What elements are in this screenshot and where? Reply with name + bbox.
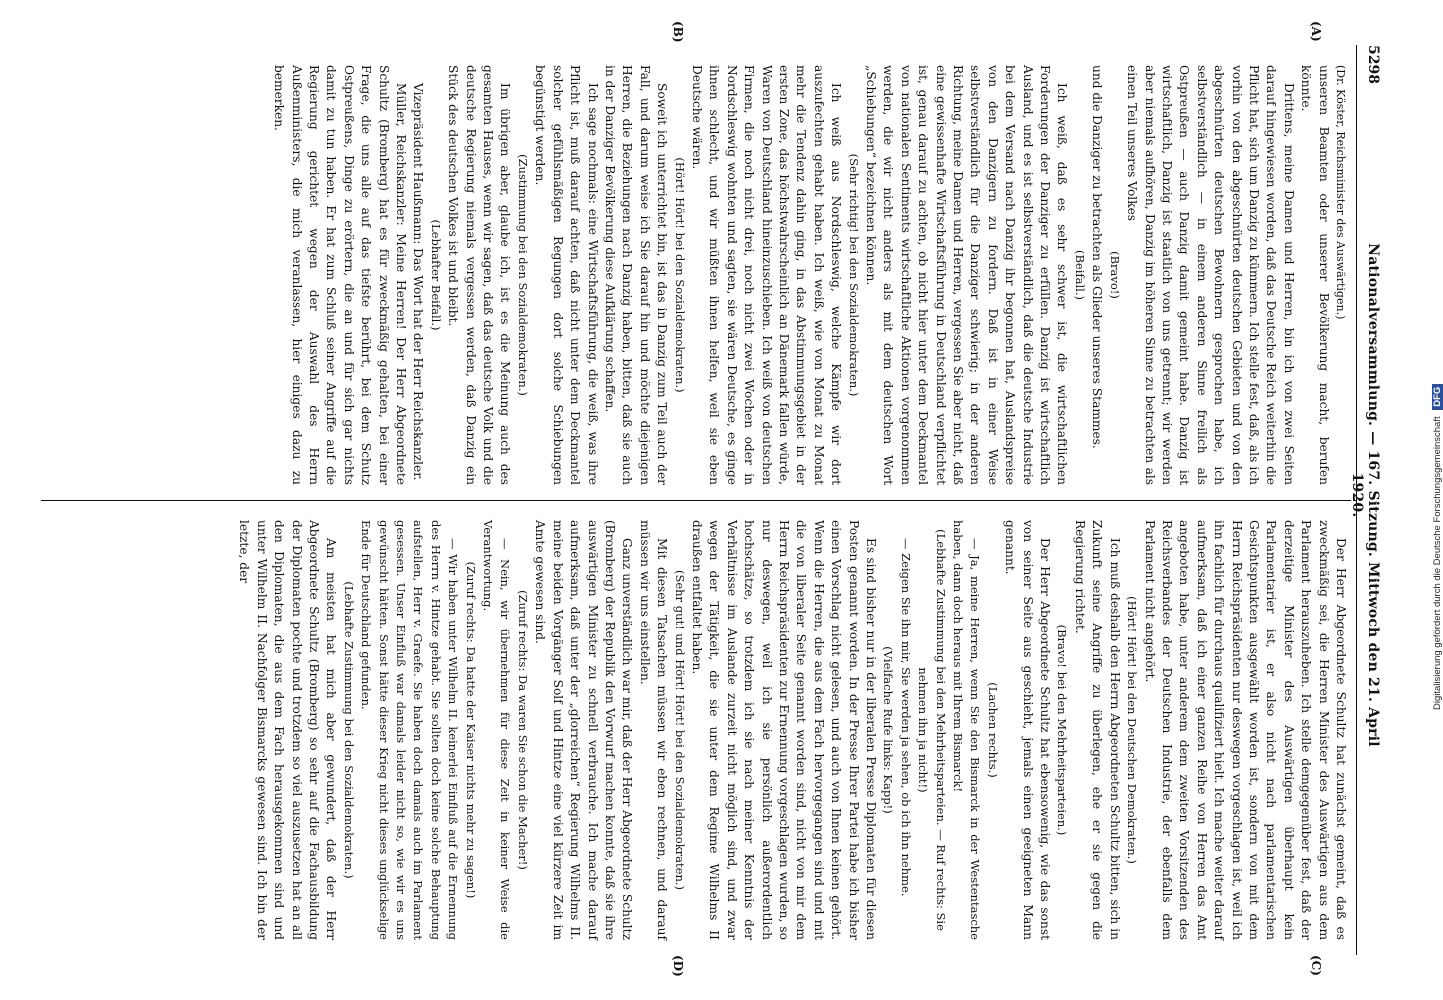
speech-paragraph: — Nein, wir übernehmen für diese Zeit in keiner Weise die Verantwortung. — [481, 520, 513, 940]
digitization-note-text: Digitalisierung gefördert durch die Deutsche Forschungsgemeinschaft — [1432, 416, 1443, 710]
interjection: (Lebhafter Beifall.) — [428, 219, 443, 331]
speech-paragraph: Soweit ich unterrichtet bin, ist das in Danzig zum Teil auch der Fall, und darum weise ich Sie darauf hin und möchte diejenigen Herren, die Beziehungen nach Danzig haben, bitten, daß sie auch in der Danziger Bevölkerung diese Aufklärung schaffen. — [602, 65, 670, 485]
interjection: (Vielfache Rufe links: Kapp!) — [881, 646, 896, 814]
speech-paragraph: Der Herr Abgeordnete Schultz hat ebensowenig, wie das sonst von seiner Seite aus geschieht, jemals einen geeigneten Mann genannt. — [1003, 520, 1053, 940]
right-column — [235, 520, 1349, 940]
speech-paragraph: Der Herr Abgeordnete Schultz hat zunächst gemeint, daß es zweckmäßig sei, die Herren Minister des Auswärtigen aus dem Parlament herauszuheben. Ich stelle demgegenüber fest, daß der derzeitige Minister des Auswärtigen überhaupt kein Parlamentarier ist, er also nicht nach parlamentarischen Gesichtspunkten ausgewählt worden ist, sondern von mit dem Herrn Reichspräsidenten nur deswegen vorgeschlagen ist, weil ich ihn fachlich für durchaus qualifiziert hielt. Ich mache weiter darauf aufmerksam, daß ich einer ganzen Reihe von Herren das Amt angeboten habe, unter anderem dem zweiten Vorsitzenden des Reichsverbandes der Deutschen Industrie, der ebenfalls dem Parlament nicht angehört. — [1142, 520, 1348, 940]
interjection: (Lebhafte Zustimmung bei den Sozialdemokraten.) — [341, 581, 356, 879]
speech-paragraph: — Ja, meine Herren, wenn Sie den Bismarck in der Westentasche haben, dann doch heraus mit Ihrem Bismarck! — [951, 520, 983, 940]
document-page — [25, 15, 1385, 985]
speech-paragraph: Ich sage nochmals: eine Wirtschaftsführung, die weiß, was ihre Pflicht ist, muß darauf achten, daß nicht unter dem Deckmantel solcher gefühlsmäßigen Regungen dort solche Schiebungen begünstigt werden. — [533, 65, 600, 485]
column-divider — [41, 500, 1351, 501]
running-title: Nationalversammlung. — 167. Sitzung. Mittwoch den 21. April 1920. — [1349, 243, 1381, 747]
interjection: (Lachen rechts.) — [985, 682, 1000, 778]
speech-paragraph: Mit diesen Tatsachen müssen wir eben rechnen, und darauf müssen wir uns einstellen. — [637, 520, 670, 940]
speech-paragraph: — Zeigen Sie ihn mir, Sie werden ja sehen, ob ich ihn nehme. — [898, 538, 913, 897]
margin-letter-b: (B) — [671, 21, 685, 43]
speech-paragraph: Es sind bisher nur in der liberalen Presse Diplomaten für diesen Posten genannt worden. In der Presse Ihrer Partei habe ich bisher einen Vorschlag nicht gelesen, und auch von Ihnen keinen gehört. Wenn die Herren, die aus dem Fach hervorgegangen sind und mit die von liberaler Seite genannt worden sind, nicht von mir dem Herrn Reichspräsidenten zur Ernennung vorgeschlagen wurden, so nur deswegen, weil ich sie persönlich außerordentlich hochschätze, so trotzdem ich sie nach meiner Kenntnis der Verhältnisse im Auslande zurzeit nicht möglich sind, und zwar wegen der Tätigkeit, die sie unter dem Regime Wilhelms II draußen entfaltet haben. — [689, 520, 879, 940]
header-rule — [1356, 45, 1357, 955]
margin-letter-c: (C) — [1309, 955, 1323, 976]
interjection: (Bravo! bei den Mehrheitsparteien.) — [1055, 624, 1070, 836]
speech-paragraph: Im übrigen aber, glaube ich, ist es die Meinung auch des gesamten Hauses, wenn wir sagen, daß das deutsche Volk und die deutsche Regierung niemals vergessen werden, daß Danzig ein Stück des deutschen Volkes ist und bleibt. — [446, 65, 513, 485]
interjection: (Beifall.) — [1072, 249, 1087, 301]
left-column — [270, 65, 1349, 485]
interjection: (Zustimmung bei den Sozialdemokraten.) — [515, 154, 530, 396]
speech-paragraph: Am meisten hat mich aber gewundert, daß der Herr Abgeordnete Schultz (Bromberg) so sehr auf die Fachausbildung der Diplomaten pochte und trotzdem so viel auszusetzen hat an all den Diplomaten, die aus dem Fach herausgekommen sind und unter Wilhelm II. Nachfolger Bismarcks gewesen sind. Ich bin der letzte, der — [237, 520, 339, 940]
margin-letter-d: (D) — [671, 955, 685, 977]
interjection: (Hört! Hört! bei den Deutschen Demokraten.) — [1125, 596, 1140, 864]
speech-paragraph: — Wir haben unter Wilhelm II. keinerlei Einfluß auf die Ernennung des Herrn v. Hintze gehabt. Sie sollten doch keine solche Behauptung aufstellen, Herr v. Graefe. Sie haben doch damals auch im Parlament gesessen. Unser Einfluß war damals leider nicht so, wie wir es uns gewünscht hätten. Sonst hätte dieser Krieg nicht dieses unglückselige Ende für Deutschland gefunden. — [359, 520, 461, 940]
speech-paragraph: Ganz unverständlich war mir, daß der Herr Abgeordnete Schultz (Bromberg) der Republik den Vorwurf machen konnte, daß sie ihre auswärtigen Minister zu schnell verbrauche. Ich mache darauf aufmerksam, daß unter der „glorreichen“ Regierung Wilhelms II. meine beiden Vorgänger Solf und Hintze eine viel kürzere Zeit im Amte gewesen sind. — [533, 520, 635, 940]
interjection: (Sehr gut! und Hört! Hört! bei den Sozialdemokraten.) — [672, 569, 687, 891]
margin-letter-a: (A) — [1309, 21, 1323, 42]
page-header — [1349, 45, 1381, 955]
digitization-note — [1418, 20, 1443, 710]
speech-paragraph: und die Danziger zu betrachten als Glieder unseres Stammes. — [1090, 65, 1105, 449]
interjection: (Bravo!) — [1107, 251, 1122, 299]
speech-paragraph: Ich weiß aus Nordschleswig, welche Kämpfe wir dort auszufechten gehabt haben. Ich weiß, wie von Monat zu Monat mehr die Tendenz dahin ging, in das Abstimmungsgebiet in der ersten Zone, das höchstwahrscheinlich an Dänemark fallen würde, Waren von Deutschland hineinzuschieben. Ich weiß von deutschen Firmen, die noch nicht drei, noch nicht zwei Wochen oder in Nordschleswig wohnten und sagten, sie wären Deutsche, es ginge ihnen schlecht, und wir müßten ihnen helfen, weil sie eben Deutsche wären. — [689, 65, 844, 485]
interjection: (Lebhafte Zustimmung bei den Mehrheitsparteien. — Ruf rechts: Sie nehmen ihn ja nicht!) — [916, 529, 948, 931]
speech-paragraph: unseren Beamten oder unserer Bevölkerung macht, berufen könnte. — [1299, 65, 1331, 485]
speech-paragraph: Müller, Reichskanzler: Meine Herren! Der Herr Abgeordnete Schultz (Bromberg) hat es für zweckmäßig gehalten, bei einer Frage, die uns alle auf das tiefste berührt, bei dem Schutz Ostpreußens, Dinge zu erörtern, die an und für sich gar nichts damit zu tun haben. Er hat zum Schluß seiner Angriffe auf die Regierung gerichtet wegen der Auswahl des Herrn Außenministers, die mich veranlassen, hier einiges dazu zu bemerken. — [272, 65, 409, 485]
dfg-logo: DFG — [1432, 384, 1443, 410]
interjection: (Zuruf rechts: Da waren Sie schon die Macher!) — [515, 590, 530, 870]
page-number: 5298 — [1365, 45, 1381, 84]
speech-paragraph: Ich weiß, daß es sehr schwer ist, die wirtschaftlichen Forderungen der Danziger zu erfüllen. Danzig ist wirtschaftlich Ausland, und es ist selbstverständlich, daß die deutsche Industrie bei dem Versand nach Danzig ihr begonnen hat, Auslandspreise von den Danzigern zu fordern. Daß ist in einer Weise selbstverständlich für die Danziger schwierig; in der anderen Richtung, meine Damen und Herren, vergessen Sie aber nicht, daß eine gewissenhafte Wirtschaftsführung in Deutschland verpflichtet ist, genau darauf zu achten, ob nicht hier unter dem Deckmantel von nationalen Sentiments wirtschaftliche Aktionen vorgenommen werden, die wir nicht anders als mit dem deutschen Wort „Schiebungen“ bezeichnen können. — [864, 65, 1070, 485]
interjection: (Sehr richtig! bei den Sozialdemokraten.) — [846, 153, 861, 397]
speech-paragraph: Drittens, meine Damen und Herren, bin ich von zwei Seiten darauf hingewiesen worden, daß das Deutsche Reich weiterhin die Pflicht hat, sich um Danzig zu kümmern. Ich stelle fest, daß, als ich vorhin von den abgeschnürten deutschen Gebieten und von den abgeschnürten deutschen Bewohnern gesprochen habe, ich selbstverständlich — in einem anderen Sinne freilich als Ostpreußen — auch Danzig damit gemeint habe. Danzig ist wirtschaftlich, Danzig ist staatlich von uns getrennt; wir werden aber niemals aufhören, Danzig im höheren Sinne zu betrachten als einen Teil unseres Volkes — [1125, 65, 1296, 485]
interjection: (Zuruf rechts: Da hatte der Kaiser nichts mehr zu sagen!) — [463, 561, 478, 899]
speech-paragraph: Vizepräsident Haußmann: Das Wort hat der Herr Reichskanzler. — [411, 83, 426, 481]
speaker-head: (Dr. Köster, Reichsminister des Auswärtigen.) — [1334, 65, 1347, 320]
speech-paragraph: Ich muß deshalb den Herrn Abgeordneten Schultz bitten, sich in Zukunft seine Angriffe zu überlegen, ehe er sie gegen die Regierung richtet. — [1072, 520, 1122, 940]
interjection: (Hört! Hört! bei den Sozialdemokraten.) — [672, 157, 687, 393]
